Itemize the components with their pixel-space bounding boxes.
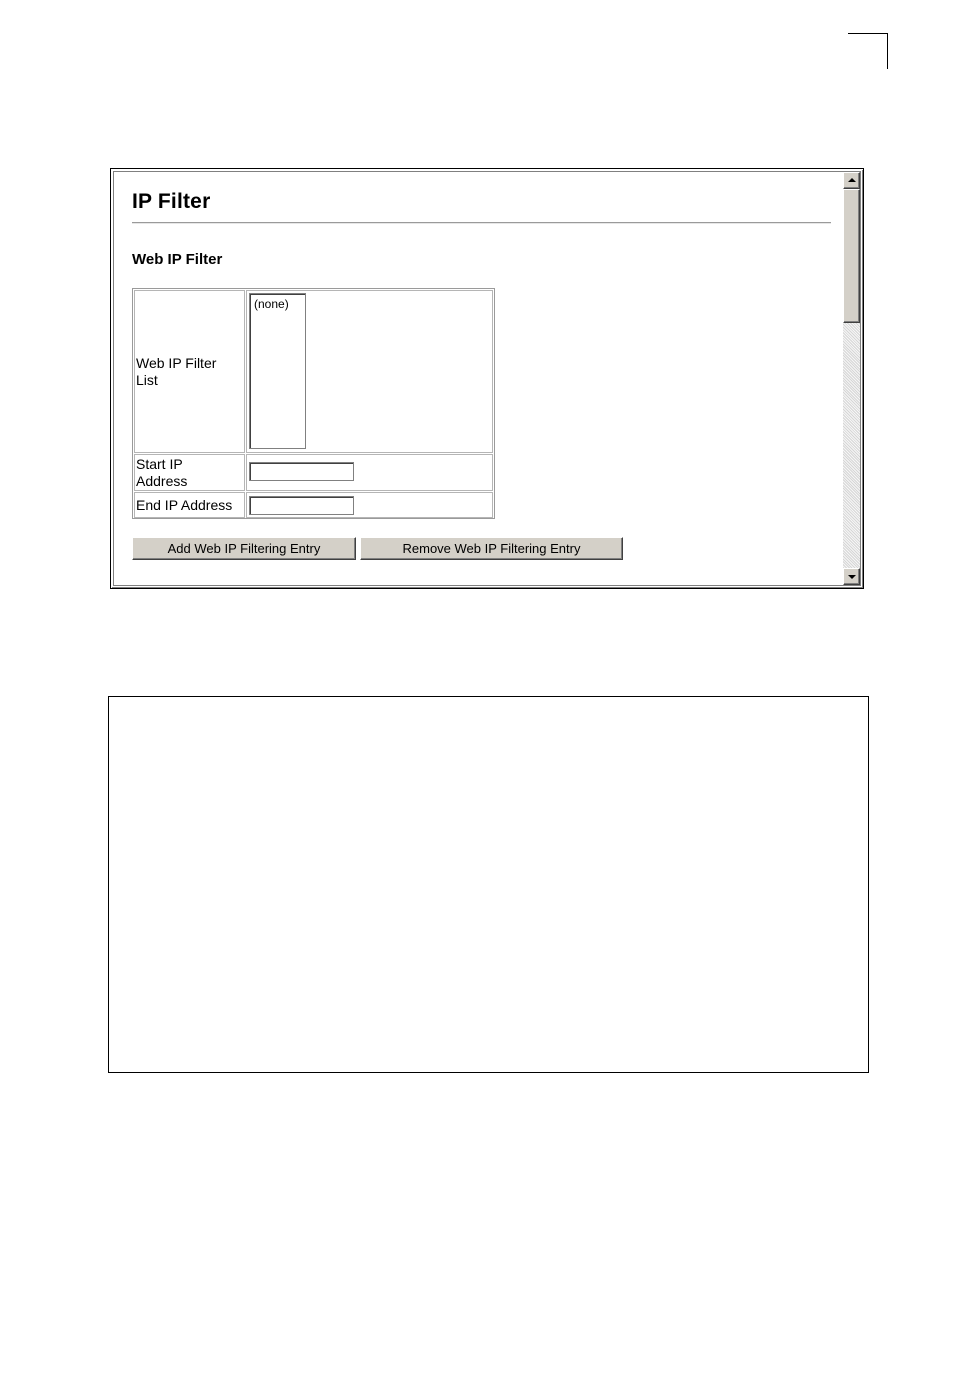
end-ip-value-cell bbox=[246, 492, 493, 518]
add-entry-button[interactable]: Add Web IP Filtering Entry bbox=[132, 537, 356, 560]
title-divider bbox=[132, 222, 831, 224]
filter-list-value-cell bbox=[246, 290, 493, 453]
scroll-up-arrow-icon[interactable] bbox=[843, 172, 860, 189]
end-ip-label: End IP Address bbox=[136, 497, 233, 513]
end-ip-input[interactable] bbox=[249, 496, 354, 515]
empty-bordered-box bbox=[108, 696, 869, 1073]
start-ip-label-cell bbox=[134, 454, 245, 491]
remove-entry-button[interactable]: Remove Web IP Filtering Entry bbox=[360, 537, 623, 560]
scroll-down-arrow-icon[interactable] bbox=[843, 568, 860, 585]
browser-window bbox=[110, 168, 864, 589]
page-title: IP Filter bbox=[132, 190, 211, 213]
filter-list-label-cell bbox=[134, 290, 245, 453]
filter-form-table bbox=[132, 288, 495, 519]
crop-mark-vertical bbox=[887, 33, 888, 69]
section-title: Web IP Filter bbox=[132, 251, 223, 268]
browser-content bbox=[113, 171, 861, 586]
list-item[interactable]: (none) bbox=[254, 297, 289, 311]
filter-list-label: Web IP Filter List bbox=[136, 355, 217, 388]
scrollbar-thumb[interactable] bbox=[843, 189, 860, 323]
crop-mark-horizontal bbox=[848, 33, 888, 34]
web-ip-filter-listbox[interactable] bbox=[249, 293, 306, 449]
start-ip-label: Start IP Address bbox=[136, 456, 188, 489]
start-ip-value-cell bbox=[246, 454, 493, 491]
start-ip-input[interactable] bbox=[249, 462, 354, 481]
vertical-scrollbar[interactable] bbox=[843, 172, 860, 585]
end-ip-label-cell bbox=[134, 492, 245, 518]
